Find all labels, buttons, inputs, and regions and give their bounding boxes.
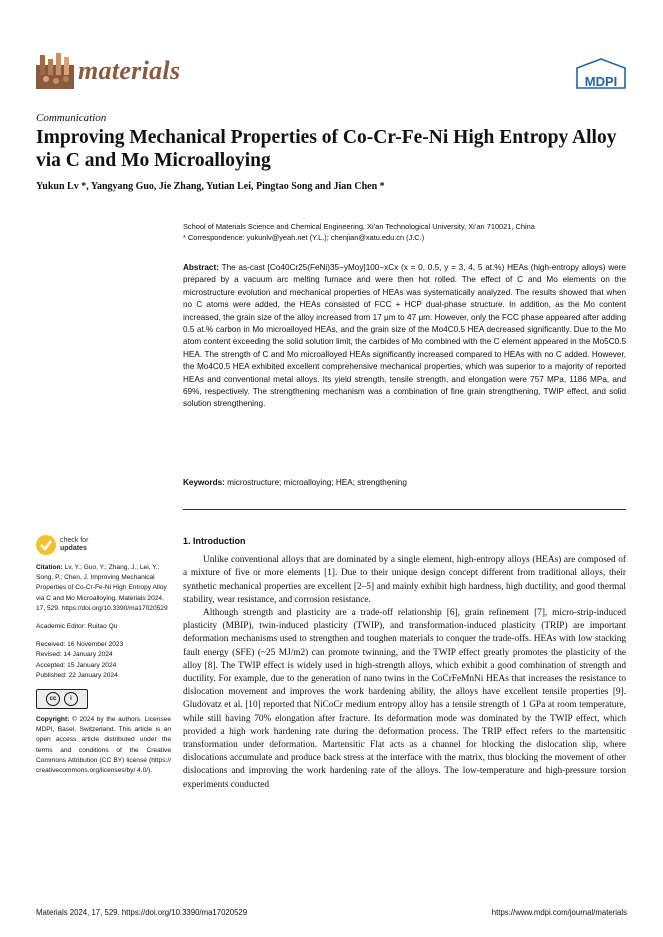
published-date: Published: 22 January 2024 [36, 671, 118, 679]
abstract-label: Abstract: [183, 263, 219, 272]
journal-name: materials [78, 56, 181, 85]
correspondence: * Correspondence: yukunlv@yeah.net (Y.L.); chenjian@xatu.edu.cn (J.C.) [183, 233, 425, 242]
revised-date: Revised: 14 January 2024 [36, 651, 113, 659]
cc-by-license-icon[interactable]: cc i [36, 689, 88, 709]
paragraph-1: Unlike conventional alloys that are dominated by a single element, high-entropy alloys (HEAs) are composed of a mixture of five or more elements [1]. Due to their unique design concept different from traditional alloys, their synthetic mechanical properties are excellent [2–5] and mainly exhibit high hardness, high ductility, and good thermal stability, wear resistance, and corrosion resistance. [183, 555, 626, 605]
check-for-updates-button[interactable] [36, 535, 171, 555]
affiliation-block [183, 221, 623, 243]
check-updates-icon [36, 535, 56, 555]
materials-logo-icon [36, 53, 74, 89]
copyright-label: Copyright: [36, 716, 70, 724]
divider [183, 509, 626, 510]
journal-logo [36, 52, 180, 90]
citation-block [36, 563, 171, 614]
article-title: Improving Mechanical Properties of Co-Cr-Fe-Ni High Entropy Alloy via C and Mo Microalloying [36, 127, 617, 171]
keywords-text: microstructure; microalloying; HEA; strengthening [227, 478, 407, 487]
footer-citation[interactable]: Materials 2024, 17, 529. https://doi.org/10.3390/ma17020529 [36, 908, 248, 917]
sidebar [36, 535, 171, 784]
article-type: Communication [36, 112, 107, 124]
section-heading: 1. Introduction [183, 536, 246, 546]
received-date: Received: 16 November 2023 [36, 641, 124, 649]
check-updates-line2: updates [60, 545, 87, 552]
dates-block [36, 640, 171, 681]
keywords-label: Keywords: [183, 478, 225, 487]
citation-label: Citation: [36, 564, 63, 571]
abstract [183, 262, 626, 411]
copyright-text: © 2024 by the authors. Licensee MDPI, Basel, Switzerland. This article is an open access article distributed under the terms and conditions of the Creative Commons Attribution (CC BY) license (https:// creativecommons.org/licenses/by/ 4.0/). [36, 716, 171, 775]
author-list: Yukun Lv *, Yangyang Guo, Jie Zhang, Yutian Lei, Pingtao Song and Jian Chen * [36, 181, 385, 192]
keywords [183, 478, 626, 487]
copyright-block [36, 715, 171, 776]
abstract-text: The as-cast [Co40Cr25(FeNi)35−yMoy]100−xCx (x = 0, 0.5, y = 3, 4, 5 at.%) HEAs (high-entropy alloys) were prepared by a vacuum arc melting furnace and were then hot rolled. The effect of C and Mo elements on the microstructure evolution and mechanical properties of HEAs was systematically analyzed. The results showed that when no C atoms were added, the HEAs consisted of FCC + HCP dual-phase structure. In addition, as the Mo content increased, the grain size of the alloy increased from 17 μm to 47 μm. However, only the FCC phase appeared after adding 0.5 at.% carbon in Mo microalloyed HEAs, and the grain size of the Mo4C0.5 HEA decreased significantly. Due to the Mo atom content exceeding the solid solution limit, the carbides of Mo combined with the C element appeared in the Mo5C0.5 HEA. The strength of C and Mo microalloyed HEAs significantly increased compared to HEAs with no C added. However, the Mo4C0.5 HEA exhibited excellent comprehensive mechanical properties, which was superior to a majority of reported HEAs and conventional metal alloys. Its yield strength, tensile strength, and elongation were 757 MPa, 1186 MPa, and 69%, respectively. The strengthening mechanism was a combination of fine grain strengthening, TWIP effect, and solid solution strengthening. [183, 263, 626, 409]
affiliation: School of Materials Science and Chemical Engineering, Xi’an Technological University, Xi’an 710021, China [183, 222, 535, 231]
publisher-name: MDPI [584, 74, 618, 89]
check-updates-line1: check for [60, 537, 89, 544]
academic-editor: Academic Editor: Ruitao Qu [36, 623, 118, 631]
footer-journal-link[interactable]: https://www.mdpi.com/journal/materials [491, 908, 627, 917]
citation-text: Lv, Y.; Guo, Y.; Zhang, J.; Lei, Y.; Song, P.; Chen, J. Improving Mechanical Properties of Co-Cr-Fe-Ni High Entropy Alloy via C and Mo Microalloying. Materials 2024, 17, 529. https://doi.org/10.3390/ma17020529 [36, 564, 168, 612]
accepted-date: Accepted: 15 January 2024 [36, 661, 117, 669]
body-text [183, 535, 626, 792]
paragraph-2: Although strength and plasticity are a trade-off relationship [6], grain refinement [7], micro-strip-induced plasticity (MBIP), twin-induced plasticity (TWIP), and transformation-induced plasticity (TRIP) are important deformation mechanisms used to strengthen and toughen materials to conquer the trade-offs. HEAs with low stacking fault energy (SFE) (~25 MJ/m2) can promote twinning, and the TWIP effect greatly promotes the plasticity of the alloy [8]. The TWIP effect is widely used in high-strength alloys, which exhibit a good combination of strength and ductility. For example, due to the generation of nano twins in the CoCrFeMnNi HEAs that increases the resistance to dislocation movement and improves the work hardening ability, the alloys have excellent tensile properties [9]. Gludovatz et al. [10] reported that NiCoCr medium entropy alloy has a tensile strength of 1 GPa at room temperature, while still having 70% elongation after fracture. Its deformation mode was dominated by the TWIP effect, which provided a high work hardening rate during the deformation process. The TRIP effect refers to the martensitic transformation under deformation. Martensitic Flat acts as a channel for blocking the dislocation slip, where dislocations accumulate and produce back stress at the interface with the matrix, thus blocking the movement of other dislocations and improving the work hardening rate of the alloys. The low-temperature and high-pressure torsion experiments conducted [183, 608, 626, 790]
mdpi-logo [575, 58, 627, 90]
